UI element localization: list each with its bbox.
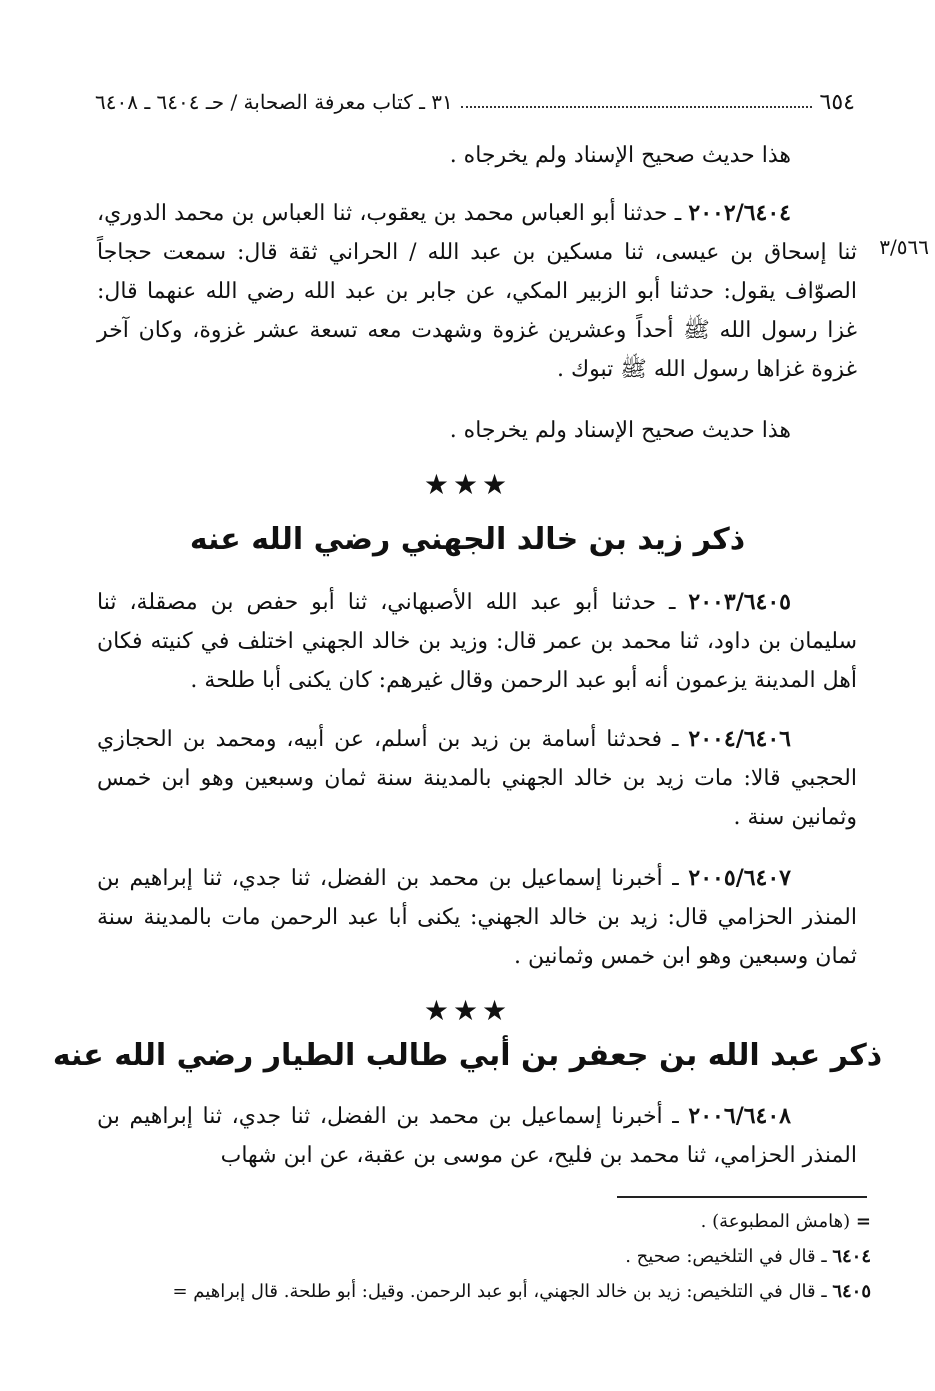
footnote-number: ٦٤٠٥ [832, 1281, 871, 1302]
hadith-6407 [97, 859, 857, 976]
verdict-previous [97, 136, 857, 175]
hadith-number: ٢٠٠٥/٦٤٠٧ [688, 865, 791, 891]
verdict-text: هذا حديث صحيح الإسناد ولم يخرجاه . [449, 143, 791, 168]
hadith-paragraph [97, 1097, 857, 1175]
hadith-paragraph [97, 859, 857, 976]
page-number: ٦٥٤ [819, 89, 855, 115]
hadith-6405 [97, 583, 857, 700]
hadith-6408 [97, 1097, 857, 1175]
section-heading-zaid: ذكر زيد بن خالد الجهني رضي الله عنه [189, 522, 746, 557]
footnotes [61, 1204, 871, 1309]
footnote-number: = [855, 1211, 871, 1232]
hadith-6404 [97, 194, 857, 389]
footnote [61, 1204, 871, 1239]
hadith-text: ـ أخبرنا إسماعيل بن محمد بن الفضل، ثنا جدي، ثنا إبراهيم بن المنذر الحزامي، ثنا محمد بن فليح، عن موسى بن عقبة، عن ابن شهاب [97, 1104, 857, 1168]
hadith-6406 [97, 720, 857, 837]
hadith-text: ـ حدثنا أبو العباس محمد بن يعقوب، ثنا العباس بن محمد الدوري، ثنا إسحاق بن عيسى، ثنا مسكين بن عبد الله / الحراني ثقة قال: سمعت حجاجاً الصوّاف يقول: حدثنا أبو الزبير المكي، عن جابر بن عبد الله رضي الله عنهما قال: غزا رسول الله ﷺ أحداً وعشرين غزوة وشهدت معه تسعة عشر غزوة، وكان آخر غزوة غزاها رسول الله ﷺ تبوك . [97, 201, 857, 382]
footnote [61, 1239, 871, 1274]
verdict-text: هذا حديث صحيح الإسناد ولم يخرجاه . [449, 418, 791, 443]
running-head-title: ٣١ ـ كتاب معرفة الصحابة / حـ ٦٤٠٤ ـ ٦٤٠٨ [95, 90, 453, 114]
hadith-text: ـ أخبرنا إسماعيل بن محمد بن الفضل، ثنا جدي، ثنا إبراهيم بن المنذر الحزامي قال: زيد بن خالد الجهني: يكنى أبا عبد الرحمن مات بالمدينة سنة ثمان وسبعين وهو ابن خمس وثمانين . [97, 866, 857, 969]
hadith-paragraph [97, 583, 857, 700]
footnote-text: (هامش المطبوعة) . [700, 1211, 856, 1232]
section-heading-abdullah-jafar: ذكر عبد الله بن جعفر بن أبي طالب الطيار رضي الله عنه [52, 1038, 883, 1073]
running-head [95, 88, 855, 116]
hadith-paragraph [97, 194, 857, 389]
dotted-leader [461, 96, 812, 108]
hadith-number: ٢٠٠٣/٦٤٠٥ [688, 589, 791, 615]
hadith-number: ٢٠٠٤/٦٤٠٦ [688, 726, 791, 752]
hadith-number: ٢٠٠٦/٦٤٠٨ [688, 1103, 791, 1129]
verdict-6404 [97, 411, 857, 450]
footnote [61, 1274, 871, 1309]
footnote-number: ٦٤٠٤ [832, 1246, 871, 1267]
hadith-paragraph [97, 720, 857, 837]
hadith-text: ـ فحدثنا أسامة بن زيد بن أسلم، عن أبيه، ومحمد بن الحجازي الحجبي قالا: مات زيد بن خالد الجهني بالمدينة سنة ثمان وسبعين وهو ابن خمس وثمانين سنة . [97, 727, 857, 830]
margin-volume-reference: ٣/٥٦٦ [879, 235, 929, 259]
footnote-text: ـ قال في التلخيص: صحيح . [625, 1246, 833, 1267]
hadith-text: ـ حدثنا أبو عبد الله الأصبهاني، ثنا أبو حفص بن مصقلة، ثنا سليمان بن داود، ثنا محمد بن عمر قال: وزيد بن خالد الجهني اختلف في كنيته فكان أهل المدينة يزعمون أنه أبو عبد الرحمن وقال غيرهم: كان يكنى أبا طلحة . [97, 590, 858, 693]
footnote-separator [617, 1196, 867, 1198]
footnote-text: ـ قال في التلخيص: زيد بن خالد الجهني، أبو عبد الرحمن. وقيل: أبو طلحة. قال إبراهيم = [172, 1281, 833, 1302]
section-divider-stars: ★★★ [423, 468, 512, 501]
section-divider-stars: ★★★ [423, 994, 512, 1027]
hadith-number: ٢٠٠٢/٦٤٠٤ [688, 200, 791, 226]
